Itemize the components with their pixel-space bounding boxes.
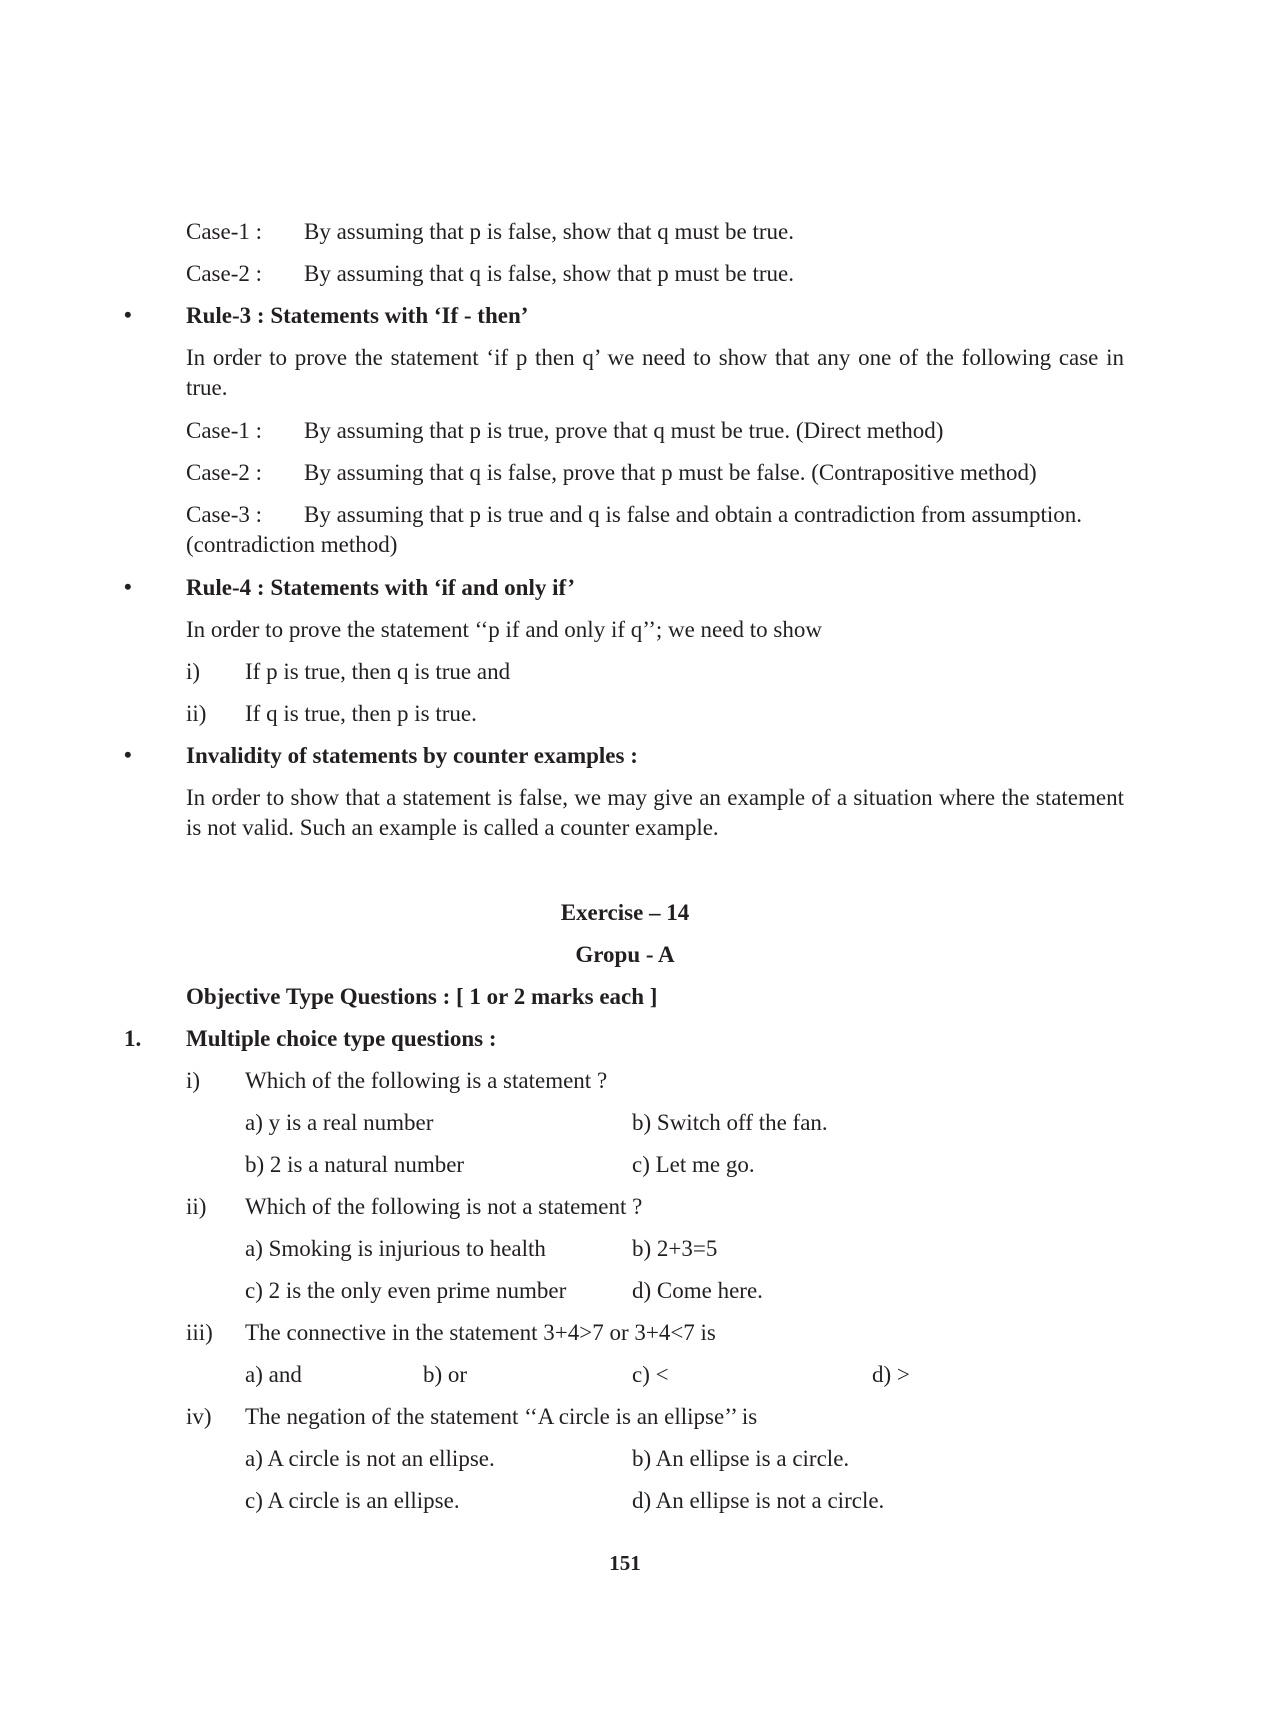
rule4-heading: Rule-4 : Statements with ‘if and only if’ [186,575,576,600]
rule3-intro: In order to prove the statement ‘if p then q’ we need to show that any one of the following case in true. [186,345,1124,400]
option: b) or [423,1362,468,1387]
option: c) A circle is an ellipse. [245,1488,460,1513]
objective-heading: Objective Type Questions : [ 1 or 2 marks each ] [186,984,658,1009]
rule4-intro: In order to prove the statement ‘‘p if and only if q’’; we need to show [186,617,822,642]
case-label: Case-2 : [186,261,263,286]
exercise-title: Exercise – 14 [560,900,690,925]
item-label: ii) [186,701,207,726]
question-text: Which of the following is a statement ? [245,1068,608,1093]
item-label: i) [186,659,201,684]
option: c) Let me go. [632,1152,755,1177]
option: a) and [245,1362,302,1387]
option: b) An ellipse is a circle. [632,1446,850,1471]
option: a) y is a real number [245,1110,434,1135]
case-label: Case-1 : [186,219,263,244]
case-label: Case-2 : [186,460,263,485]
case-text: By assuming that q is false, prove that p must be false. (Contrapositive method) [304,460,1037,485]
invalidity-heading: Invalidity of statements by counter examples : [186,743,638,768]
option: b) 2 is a natural number [245,1152,465,1177]
bullet-icon: • [124,302,132,327]
option: b) Switch off the fan. [632,1110,828,1135]
question-label: ii) [186,1194,207,1219]
bullet-icon: • [124,742,132,767]
item-text: If q is true, then p is true. [245,701,477,726]
question-text: The connective in the statement 3+4>7 or 3+4<7 is [245,1320,716,1345]
invalidity-text: In order to show that a statement is false, we may give an example of a situation where the statement is not valid. Such an example is called a counter example. [186,785,1124,840]
bullet-icon: • [124,574,132,599]
question-label: iv) [186,1404,212,1429]
case-text: By assuming that p is true and q is false and obtain a contradiction from assumption. [304,502,1083,527]
question-text: The negation of the statement ‘‘A circle is an ellipse’’ is [245,1404,758,1429]
case-label: Case-1 : [186,418,263,443]
question-label: iii) [186,1320,213,1345]
option: a) A circle is not an ellipse. [245,1446,495,1471]
question-heading: Multiple choice type questions : [186,1026,497,1051]
question-text: Which of the following is not a statement ? [245,1194,643,1219]
case-text: By assuming that q is false, show that p must be true. [304,261,794,286]
case-text: By assuming that p is false, show that q must be true. [304,219,794,244]
item-text: If p is true, then q is true and [245,659,511,684]
page-number: 151 [609,1551,641,1575]
option: c) < [632,1362,669,1387]
question-label: i) [186,1068,201,1093]
option: b) 2+3=5 [632,1236,718,1261]
group-title: Gropu - A [575,942,675,967]
case-continuation: (contradiction method) [186,532,398,557]
question-number: 1. [124,1026,142,1051]
option: a) Smoking is injurious to health [245,1236,546,1261]
case-label: Case-3 : [186,502,263,527]
option: d) An ellipse is not a circle. [632,1488,885,1513]
case-text: By assuming that p is true, prove that q must be true. (Direct method) [304,418,944,443]
option: c) 2 is the only even prime number [245,1278,567,1303]
option: d) > [872,1362,910,1387]
rule3-heading: Rule-3 : Statements with ‘If - then’ [186,303,529,328]
option: d) Come here. [632,1278,763,1303]
